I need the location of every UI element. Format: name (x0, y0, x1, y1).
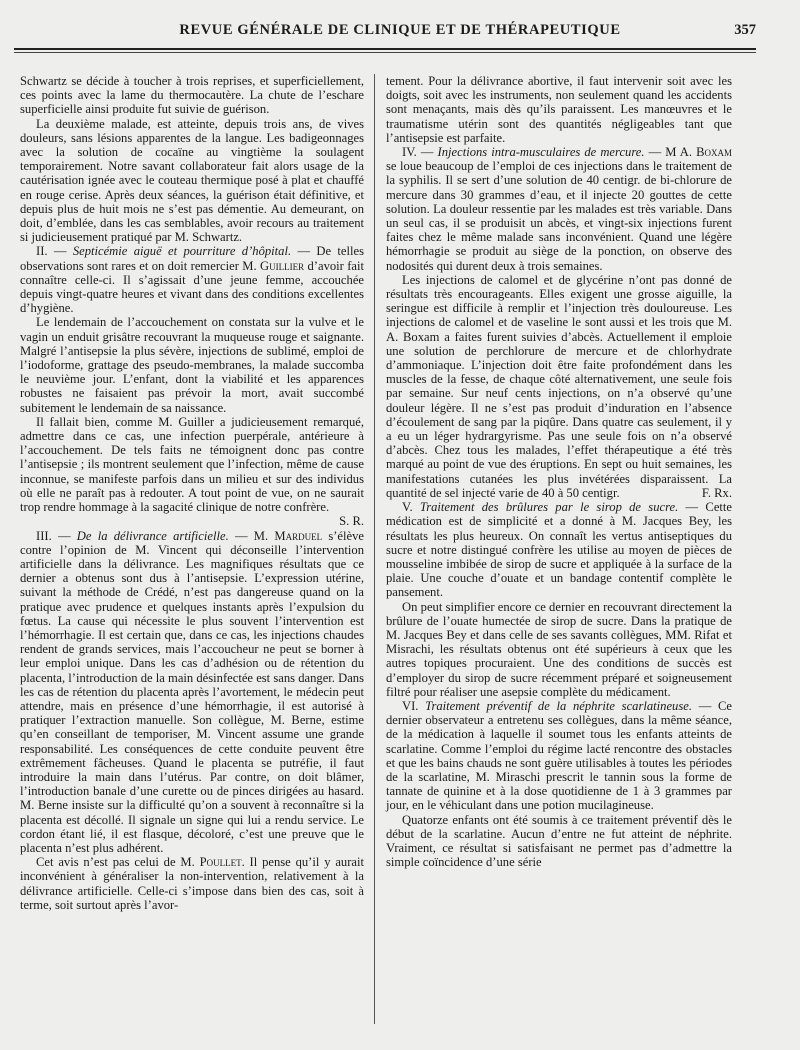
column-divider (374, 74, 375, 1024)
left-column (20, 74, 364, 912)
section-text: — De telles observations sont rares et on doit remercier M. (20, 244, 364, 273)
section-title: Injections intra-musculaires de mercure. (437, 145, 645, 160)
paragraph: Quatorze enfants ont été soumis à ce traitement préventif dès le début de la scarlatine. Aucun d’entre ne fut atteint de néphrite. Vraiment, ce résultat si satisfaisant ne permet pas d’admettre la simple coïncidence d’une série (386, 812, 732, 870)
author-name: Marduel (274, 528, 323, 543)
running-header (0, 22, 800, 46)
section-text: s’élève contre l’opinion de M. Vincent qui déconseille l’intervention artificielle dans la délivrance. Les magnifiques résultats que ce dernier a obtenus sont dus à l’antisepsie. L’expression utérine, suivant la méthode de Crédé, n’est pas dangereuse quand on la pratique avec prudence et quelques instants après l’expulsion du fœtus. La cause qui nécessite le plus souvent l’intervention est l’hémorrhagie. Il est certain que, dans ce cas, les injections chaudes rendent de grands services, mais l’accoucheur ne peut se borner à leur emploi unique. Dans les cas d’adhésion ou de rétention du placenta, l’introduction de la main désinfectée est sans danger. Dans les cas de rétention du placenta après l’avortement, le médecin peut attendre, mais en présence d’une hémorrhagie, il est autorisé à pratiquer l’extraction manuelle. Son collègue, M. Berne, estime qu’en conseillant de temporiser, M. Vincent assume une grande responsabilité. Les conséquences de cette conduite peuvent être extrêmement fâcheuses. Quand le placenta se putréfie, il faut introduire la main dans l’utérus. Par contre, on doit blâmer, l’introduction banale d’une curette ou de pinces dirigées au hasard. M. Berne insiste sur la difficulté qu’on a souvent à reconnaître si la placenta est décollé. Il signale un signe qui lui a rendu service. Le cordon étant lié, il est flasque, décoloré, c’est une preuve que le placenta n’est plus adhérent. (20, 528, 364, 855)
paragraph: On peut simplifier encore ce dernier en recouvrant directement la brûlure de l’ouate humectée de sirop de sucre. Dans la pratique de M. Jacques Bey et dans celle de ses savants collègues, MM. Rifat et Misrachi, les résultats obtenus ont été supérieurs à ceux que les autres topiques procuraient. Une des conditions de succès est d’employer du sirop de sucre récemment préparé et soigneusement filtré pour réaliser une asepsie complète du médicament. (386, 599, 732, 699)
section-title: Traitement préventif de la néphrite scarlatineuse. (425, 698, 692, 713)
header-rule-thin (14, 52, 756, 53)
section-5 (386, 500, 732, 599)
section-text: d’avoir fait connaître celle-ci. Il s’agissait d’une jeune femme, accouchée depuis vingt-quatre heures et vivant dans des conditions excellentes d’hygiène. (20, 258, 365, 316)
section-text: se loue beaucoup de l’emploi de ces injections dans le traitement de la syphilis. Il se sert d’une solution de 40 centigr. de bi-chlorure de mercure dans 30 grammes d’eau, et il injecte 20 gouttes de cette solution. La douleur ressentie par les malades est très variable. Dans un seul cas, il se produisit un abcès, et vingt-six injections furent faites chez le même malade sans inconvénient. Quand une légère hémorrhagie se produit au siège de la ponction, on observe des nodosités qui durent deux à trois semaines. (386, 159, 732, 273)
section-text: — M. (234, 528, 269, 543)
paragraph-signed (386, 273, 732, 500)
paragraph: Le lendemain de l’accouchement on constata sur la vulve et le vagin un enduit grisâtre recouvrant la muqueuse rouge et saignante. Malgré l’antisepsie la plus sévère, injections de sublimé, emploi de l’iodoforme, grattage des pseudo-membranes, la malade succomba le neuvième jour. L’enfant, dont la viabilité et les apparences robustes ne faisaient pas prévoir la mort, avait succombé subitement le lendemain de sa naissance. (20, 315, 364, 415)
author-name: Guillier (260, 258, 305, 273)
section-4 (386, 145, 732, 273)
section-text: — Ce dernier observateur a entretenu ses collègues, dans la même séance, de la médication à laquelle il soumet tous les enfants atteints de scarlatine. Comme l’emploi du régime lacté rencontre des obstacles et que les bains chauds ne sont guère utilisables à toutes les périodes de la scarlatine, M. Miraschi prescrit le tannin sous la forme de tannate de quinine et à la dose quotidienne de 1 à 3 grammes par jour, en le véhiculant dans une potion mucilagineuse. (386, 698, 732, 813)
journal-title: REVUE GÉNÉRALE DE CLINIQUE ET DE THÉRAPEUTIQUE (179, 22, 621, 38)
paragraph-signed (20, 415, 364, 529)
section-number: V. (402, 500, 413, 515)
section-number: VI. (402, 698, 419, 713)
header-rule (14, 48, 756, 50)
section-number: II. — (36, 244, 67, 259)
section-6 (386, 699, 732, 813)
paragraph: Schwartz se décide à toucher à trois reprises, et superficiellement, ces points avec la lame du thermocautère. La chute de l’eschare superficielle ainsi produite fut suivie de guérison. (20, 74, 364, 117)
section-text: — Cette médication est de simplicité et a donné à M. Jacques Bey, les résultats les plus heureux. On connaît les vertus antiseptiques du sucre et notre distingué confrère les utilise au moyen de pièces de mousseline imbibée de sirop de sucre et appliquée à la surface de la plaie. Une couche d’ouate et un bandage contentif complète le pansement. (386, 500, 732, 600)
signature: S. R. (339, 514, 364, 529)
section-text: — M A. (648, 145, 693, 160)
section-title: De la délivrance artificielle. (76, 528, 229, 543)
section-number: III. — (36, 528, 71, 543)
author-name: Boxam (696, 145, 732, 160)
paragraph (20, 855, 364, 912)
section-number: IV. — (402, 145, 434, 160)
section-title: Septicémie aiguë et pourriture d’hôpital. (72, 244, 292, 259)
section-2 (20, 244, 364, 315)
section-title: Traitement des brûlures par le sirop de sucre. (419, 500, 679, 515)
paragraph: tement. Pour la délivrance abortive, il faut intervenir soit avec les doigts, soit avec les instruments, non seulement quand les accidents sont menaçants, mais dès qu’ils paraissent. Les manœuvres et le traumatisme utérin sont des quantités négligeables tant que l’antisepsie est parfaite. (386, 74, 732, 145)
right-column (386, 74, 732, 869)
section-3 (20, 529, 364, 856)
signature: F. Rx. (701, 485, 732, 500)
author-name: Poullet (199, 855, 242, 870)
paragraph: La deuxième malade, est atteinte, depuis trois ans, de vives douleurs, sans lésions apparentes de la langue. Les badigeonnages avec la solution de cocaïne au vingtième la soulagent temporairement. Notre savant collaborateur fait alors usage de la cautérisation ignée avec le couteau thermique posé à plat et chauffé en rouge cerise. Après deux séances, la guérison était définitive, et depuis plus de huit mois ne s’est pas démentie. Au demeurant, on doit, d’emblée, dans les cas semblables, avoir recours au traitement si judicieusement pratiqué par M. Schwartz. (20, 116, 364, 245)
paragraph-text: Les injections de calomel et de glycérine n’ont pas donné de résultats très encourageants. Elles exigent une grosse aiguille, la seringue est difficile à remplir et l’injection très douloureuse. Les injections de calomel et de vaseline le sont aussi et les trois que M. A. Boxam a faites furent suivies d’abcès. Actuellement il emploie une solution de perchlorure de mercure et de chlorhydrate d’ammoniaque. L’injection doit être faite profondément dans les muscles de la fesse, de chaque côté alternativement, une seule fois par semaine. Sur neuf cents injections, on n’a observé qu’une douleur légère. Il ne s’est pas produit d’induration en l’absence d’écoulement de sang par la piqûre. Dans quatre cas seulement, il y a eu un léger hydrargyrisme. Pas une seule fois on n’a observé d’abcès. Chez tous les malades, l’effet thérapeutique a été très marqué au point de vue des éruptions. En sept ou huit semaines, les manifestations cutanées les plus invétérées disparaissent. La quantité de sel injecté varie de 40 à 50 centigr. (386, 272, 732, 500)
paragraph-text: . Il pense qu’il y aurait inconvénient à généraliser la non-intervention, relativement à la délivrance artificielle. Celle-ci s’impose dans bien des cas, soit à terme, soit surtout après l’avor- (20, 855, 364, 912)
paragraph-text: Cet avis n’est pas celui de M. (36, 855, 195, 870)
paragraph-text: Il fallait bien, comme M. Guiller a judicieusement remarqué, admettre dans ce cas, une infection puerpérale, antérieure à l’accouchement. De tels faits ne témoignent donc pas contre l’antisepsie ; ils montrent seulement que l’infection, même de cause inconnue, se manifeste parfois dans un milieu et sur des individus où elle ne paraît pas à redouter. A tout point de vue, on ne saurait trop rendre hommage à la sagacité clinique de notre confrère. (20, 414, 364, 515)
page-number: 357 (734, 22, 756, 38)
